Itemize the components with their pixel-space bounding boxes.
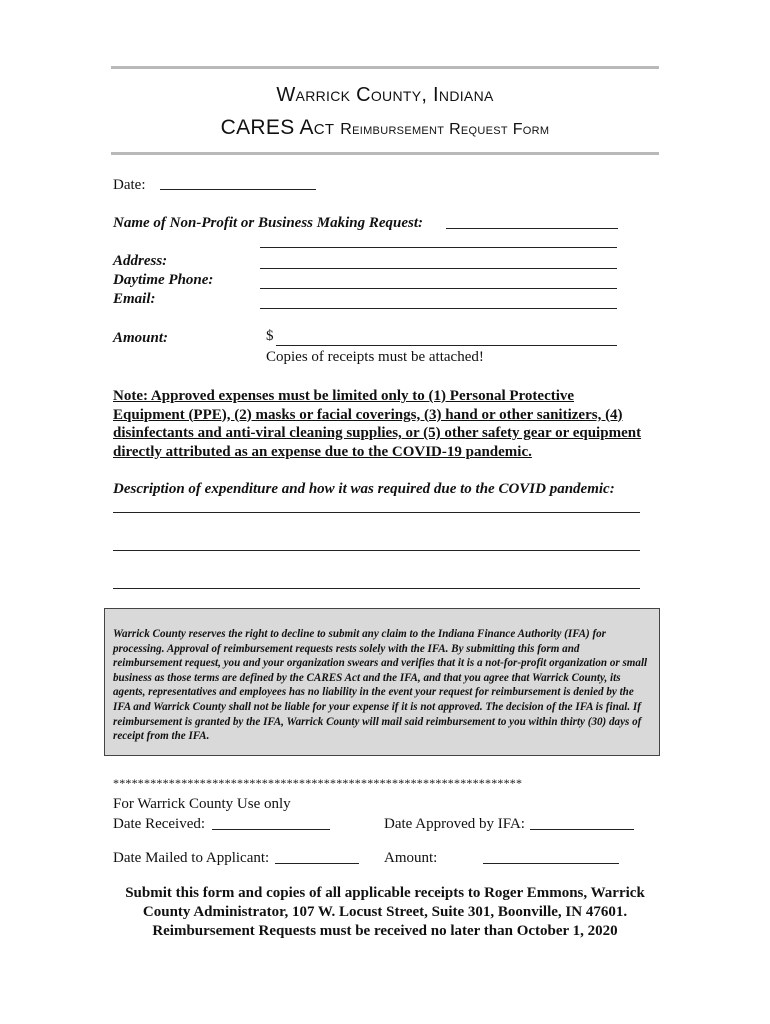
description-line-2[interactable] [113,550,640,551]
county-title: Warrick County, Indiana [276,84,494,106]
receipts-note: Copies of receipts must be attached! [266,349,484,365]
form-title-act: CARES Act [220,116,335,139]
email-label: Email: [113,291,156,307]
description-line-1[interactable] [113,512,640,513]
description-line-3[interactable] [113,588,640,589]
top-rule [111,66,659,69]
org-name-field-line2[interactable] [260,247,617,248]
form-title [0,116,770,140]
date-approved-label: Date Approved by IFA: [384,816,525,832]
date-received-label: Date Received: [113,816,206,832]
office-amount-label: Amount: [384,850,438,866]
date-mailed-label: Date Mailed to Applicant: [113,850,270,866]
amount-field[interactable] [276,345,617,346]
org-name-label: Name of Non-Profit or Business Making Request: [113,215,424,231]
date-field[interactable] [160,189,316,190]
address-field[interactable] [260,268,617,269]
description-label: Description of expenditure and how it was required due to the COVID pandemic: [113,481,615,497]
phone-label: Daytime Phone: [113,272,214,288]
form-title-rest: Reimbursement Request Form [340,121,550,138]
header-bottom-rule [111,152,659,155]
phone-field[interactable] [260,288,617,289]
org-name-field[interactable] [446,228,618,229]
amount-label: Amount: [113,330,169,346]
date-label: Date: [113,177,146,193]
approved-expenses-note: Note: Approved expenses must be limited only to (1) Personal Protective Equipment (PPE), (2) masks or facial coverings, (3) hand or other sanitizers, (4) disinfectants and anti-viral cleaning supplies, or (5) other safety gear or equipment directly attributed as an expense due to the COVID-19 pandemic. [113,388,642,460]
disclaimer-box: Warrick County reserves the right to decline to submit any claim to the Indiana Finance Authority (IFA) for processing. Approval of reimbursement requests rests solely with the IFA. By submitting this form and reimbursement request, you and your organization swears and verifies that it is a not-for-profit organization or small business as those terms are defined by the CARES Act and the IFA, and that you agree that Warrick County, its agents, representatives and employees has no liability in the event your request for reimbursement is denied by the IFA and Warrick County shall not be liable for your expense if it is not approved. The decision of the IFA is final. If reimbursement is granted by the IFA, Warrick County will mail said reimbursement to you within thirty (30) days of receipt from the IFA. [104,608,660,756]
submit-instructions: Submit this form and copies of all applicable receipts to Roger Emmons, Warrick County Administrator, 107 W. Locust Street, Suite 301, Boonville, IN 47601. Reimbursement Requests must be received no later than October 1, 2020 [125,885,645,939]
office-amount-field[interactable] [483,863,619,864]
office-use-heading: For Warrick County Use only [113,796,291,812]
amount-prefix: $ [266,328,274,344]
date-received-field[interactable] [212,829,330,830]
date-approved-field[interactable] [530,829,634,830]
email-field[interactable] [260,308,617,309]
address-label: Address: [113,253,168,269]
date-mailed-field[interactable] [275,863,359,864]
separator-stars: ****************************************************************** [113,776,523,790]
